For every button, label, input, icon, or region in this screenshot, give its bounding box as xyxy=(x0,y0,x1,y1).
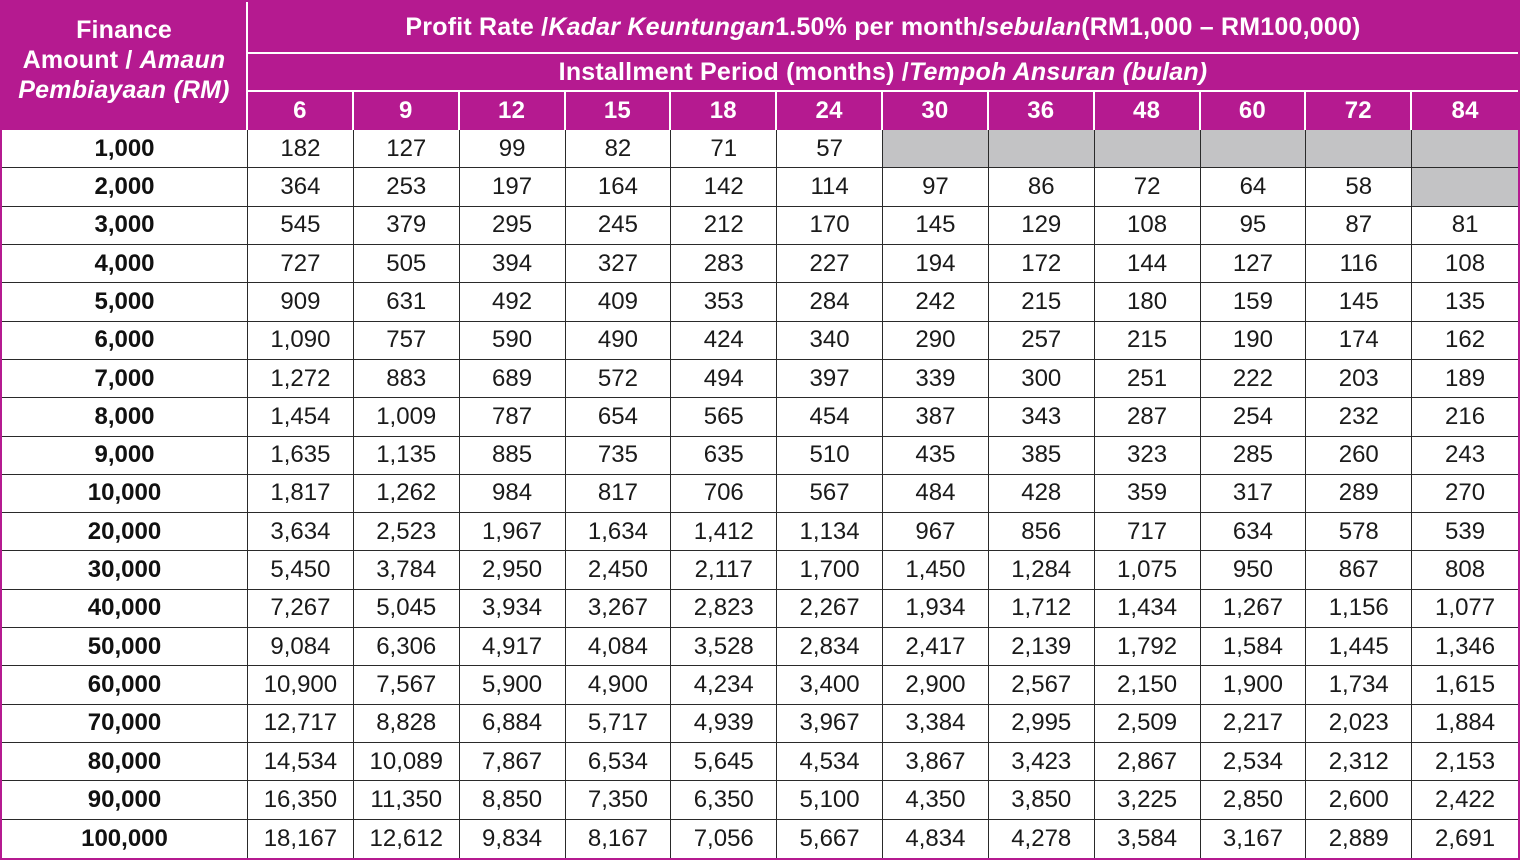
finance-amount-cell: 8,000 xyxy=(2,398,248,436)
installment-cell: 2,422 xyxy=(1412,781,1518,819)
installment-cell: 635 xyxy=(671,437,777,475)
installment-cell: 1,635 xyxy=(248,437,354,475)
installment-cell: 5,900 xyxy=(460,666,566,704)
installment-cell: 81 xyxy=(1412,207,1518,245)
installment-cell: 572 xyxy=(566,360,672,398)
installment-cell: 290 xyxy=(883,322,989,360)
installment-cell: 323 xyxy=(1095,437,1201,475)
installment-cell: 3,528 xyxy=(671,628,777,666)
finance-amount-header-line2 xyxy=(23,45,226,75)
installment-cell: 967 xyxy=(883,513,989,551)
installment-cell: 203 xyxy=(1306,360,1412,398)
installment-cell: 565 xyxy=(671,398,777,436)
installment-cell: 97 xyxy=(883,168,989,206)
installment-cell: 1,450 xyxy=(883,551,989,589)
installment-cell: 950 xyxy=(1201,551,1307,589)
installment-cell: 243 xyxy=(1412,437,1518,475)
installment-cell: 424 xyxy=(671,322,777,360)
installment-cell: 1,634 xyxy=(566,513,672,551)
installment-cell: 3,384 xyxy=(883,705,989,743)
installment-cell: 289 xyxy=(1306,475,1412,513)
installment-cell: 232 xyxy=(1306,398,1412,436)
installment-period-subtitle xyxy=(248,54,1518,92)
finance-amount-cell: 10,000 xyxy=(2,475,248,513)
profit-rate-title-part1: Profit Rate / xyxy=(405,12,549,41)
installment-cell: 1,900 xyxy=(1201,666,1307,704)
installment-cell: 1,090 xyxy=(248,322,354,360)
period-header: 12 xyxy=(460,92,566,130)
installment-cell: 2,867 xyxy=(1095,743,1201,781)
installment-cell: 284 xyxy=(777,283,883,321)
installment-cell: 300 xyxy=(989,360,1095,398)
installment-cell: 6,884 xyxy=(460,705,566,743)
installment-cell: 12,612 xyxy=(354,820,460,858)
installment-cell: 3,784 xyxy=(354,551,460,589)
installment-cell: 2,534 xyxy=(1201,743,1307,781)
installment-cell: 567 xyxy=(777,475,883,513)
installment-cell: 260 xyxy=(1306,437,1412,475)
finance-amount-cell: 4,000 xyxy=(2,245,248,283)
unavailable-cell xyxy=(1095,130,1201,168)
installment-cell: 270 xyxy=(1412,475,1518,513)
installment-cell: 4,900 xyxy=(566,666,672,704)
installment-cell: 1,792 xyxy=(1095,628,1201,666)
installment-cell: 909 xyxy=(248,283,354,321)
installment-cell: 1,712 xyxy=(989,590,1095,628)
installment-cell: 2,450 xyxy=(566,551,672,589)
installment-cell: 2,523 xyxy=(354,513,460,551)
period-header: 48 xyxy=(1095,92,1201,130)
installment-cell: 2,150 xyxy=(1095,666,1201,704)
installment-cell: 2,312 xyxy=(1306,743,1412,781)
installment-cell: 14,534 xyxy=(248,743,354,781)
installment-cell: 142 xyxy=(671,168,777,206)
installment-cell: 385 xyxy=(989,437,1095,475)
installment-cell: 127 xyxy=(1201,245,1307,283)
installment-cell: 1,272 xyxy=(248,360,354,398)
finance-amount-cell: 30,000 xyxy=(2,551,248,589)
installment-cell: 1,434 xyxy=(1095,590,1201,628)
installment-cell: 817 xyxy=(566,475,672,513)
installment-cell: 1,134 xyxy=(777,513,883,551)
installment-cell: 590 xyxy=(460,322,566,360)
installment-cell: 6,534 xyxy=(566,743,672,781)
installment-cell: 343 xyxy=(989,398,1095,436)
unavailable-cell xyxy=(1201,130,1307,168)
installment-cell: 2,900 xyxy=(883,666,989,704)
installment-cell: 706 xyxy=(671,475,777,513)
installment-cell: 3,167 xyxy=(1201,820,1307,858)
installment-cell: 135 xyxy=(1412,283,1518,321)
installment-cell: 885 xyxy=(460,437,566,475)
installment-cell: 287 xyxy=(1095,398,1201,436)
installment-cell: 3,584 xyxy=(1095,820,1201,858)
period-header: 18 xyxy=(671,92,777,130)
installment-cell: 379 xyxy=(354,207,460,245)
installment-cell: 7,267 xyxy=(248,590,354,628)
installment-cell: 654 xyxy=(566,398,672,436)
installment-cell: 883 xyxy=(354,360,460,398)
period-header: 15 xyxy=(566,92,672,130)
installment-period-subtitle-part2: Tempoh Ansuran (bulan) xyxy=(908,57,1208,86)
installment-cell: 4,834 xyxy=(883,820,989,858)
installment-cell: 545 xyxy=(248,207,354,245)
installment-cell: 510 xyxy=(777,437,883,475)
installment-cell: 1,156 xyxy=(1306,590,1412,628)
installment-cell: 2,023 xyxy=(1306,705,1412,743)
finance-amount-header-line2-italic: Amaun xyxy=(139,46,226,74)
installment-cell: 394 xyxy=(460,245,566,283)
installment-cell: 5,717 xyxy=(566,705,672,743)
unavailable-cell xyxy=(1306,130,1412,168)
installment-period-subtitle-part1: Installment Period (months) / xyxy=(558,57,909,86)
installment-cell: 1,817 xyxy=(248,475,354,513)
installment-cell: 245 xyxy=(566,207,672,245)
finance-amount-cell: 2,000 xyxy=(2,168,248,206)
finance-amount-cell: 50,000 xyxy=(2,628,248,666)
installment-cell: 4,084 xyxy=(566,628,672,666)
installment-cell: 634 xyxy=(1201,513,1307,551)
installment-cell: 1,075 xyxy=(1095,551,1201,589)
unavailable-cell xyxy=(1412,168,1518,206)
installment-cell: 539 xyxy=(1412,513,1518,551)
installment-cell: 1,934 xyxy=(883,590,989,628)
installment-cell: 72 xyxy=(1095,168,1201,206)
installment-cell: 212 xyxy=(671,207,777,245)
installment-cell: 2,567 xyxy=(989,666,1095,704)
installment-cell: 4,234 xyxy=(671,666,777,704)
installment-cell: 251 xyxy=(1095,360,1201,398)
installment-cell: 4,917 xyxy=(460,628,566,666)
installment-cell: 295 xyxy=(460,207,566,245)
installment-cell: 1,267 xyxy=(1201,590,1307,628)
installment-cell: 215 xyxy=(989,283,1095,321)
finance-amount-cell: 40,000 xyxy=(2,590,248,628)
installment-cell: 108 xyxy=(1095,207,1201,245)
installment-cell: 1,615 xyxy=(1412,666,1518,704)
installment-cell: 7,867 xyxy=(460,743,566,781)
finance-amount-cell: 90,000 xyxy=(2,781,248,819)
installment-cell: 190 xyxy=(1201,322,1307,360)
installment-cell: 435 xyxy=(883,437,989,475)
installment-cell: 253 xyxy=(354,168,460,206)
installment-cell: 2,600 xyxy=(1306,781,1412,819)
installment-cell: 1,884 xyxy=(1412,705,1518,743)
installment-cell: 409 xyxy=(566,283,672,321)
installment-cell: 494 xyxy=(671,360,777,398)
installment-cell: 1,412 xyxy=(671,513,777,551)
profit-rate-title-part2: Kadar Keuntungan xyxy=(548,12,776,41)
installment-cell: 984 xyxy=(460,475,566,513)
installment-cell: 170 xyxy=(777,207,883,245)
installment-cell: 16,350 xyxy=(248,781,354,819)
installment-cell: 159 xyxy=(1201,283,1307,321)
installment-cell: 1,454 xyxy=(248,398,354,436)
installment-cell: 490 xyxy=(566,322,672,360)
finance-amount-header-line1: Finance xyxy=(76,16,172,44)
installment-cell: 242 xyxy=(883,283,989,321)
installment-cell: 484 xyxy=(883,475,989,513)
period-header: 36 xyxy=(989,92,1095,130)
installment-cell: 222 xyxy=(1201,360,1307,398)
installment-cell: 12,717 xyxy=(248,705,354,743)
installment-cell: 3,934 xyxy=(460,590,566,628)
installment-cell: 9,834 xyxy=(460,820,566,858)
installment-cell: 8,850 xyxy=(460,781,566,819)
installment-cell: 3,267 xyxy=(566,590,672,628)
installment-cell: 216 xyxy=(1412,398,1518,436)
profit-rate-title-part4: sebulan xyxy=(985,12,1082,41)
installment-cell: 7,056 xyxy=(671,820,777,858)
finance-amount-cell: 1,000 xyxy=(2,130,248,168)
finance-amount-cell: 7,000 xyxy=(2,360,248,398)
installment-cell: 856 xyxy=(989,513,1095,551)
installment-cell: 1,135 xyxy=(354,437,460,475)
installment-cell: 144 xyxy=(1095,245,1201,283)
installment-cell: 428 xyxy=(989,475,1095,513)
installment-cell: 717 xyxy=(1095,513,1201,551)
period-header: 60 xyxy=(1201,92,1307,130)
finance-amount-cell: 60,000 xyxy=(2,666,248,704)
installment-cell: 257 xyxy=(989,322,1095,360)
period-header: 9 xyxy=(354,92,460,130)
installment-cell: 3,225 xyxy=(1095,781,1201,819)
installment-cell: 2,509 xyxy=(1095,705,1201,743)
installment-cell: 7,567 xyxy=(354,666,460,704)
installment-cell: 108 xyxy=(1412,245,1518,283)
installment-cell: 189 xyxy=(1412,360,1518,398)
installment-cell: 172 xyxy=(989,245,1095,283)
period-header: 6 xyxy=(248,92,354,130)
installment-cell: 631 xyxy=(354,283,460,321)
installment-cell: 86 xyxy=(989,168,1095,206)
installment-cell: 3,967 xyxy=(777,705,883,743)
installment-cell: 1,077 xyxy=(1412,590,1518,628)
finance-amount-header-line3: Pembiayaan (RM) xyxy=(18,76,230,104)
installment-cell: 2,139 xyxy=(989,628,1095,666)
installment-cell: 1,734 xyxy=(1306,666,1412,704)
installment-cell: 3,850 xyxy=(989,781,1095,819)
unavailable-cell xyxy=(883,130,989,168)
installment-cell: 397 xyxy=(777,360,883,398)
installment-cell: 353 xyxy=(671,283,777,321)
installment-cell: 5,450 xyxy=(248,551,354,589)
installment-cell: 1,445 xyxy=(1306,628,1412,666)
installment-cell: 359 xyxy=(1095,475,1201,513)
installment-cell: 735 xyxy=(566,437,672,475)
finance-amount-cell: 100,000 xyxy=(2,820,248,858)
installment-cell: 127 xyxy=(354,130,460,168)
period-header: 84 xyxy=(1412,92,1518,130)
installment-cell: 174 xyxy=(1306,322,1412,360)
installment-cell: 2,417 xyxy=(883,628,989,666)
installment-cell: 867 xyxy=(1306,551,1412,589)
installment-cell: 5,645 xyxy=(671,743,777,781)
installment-cell: 787 xyxy=(460,398,566,436)
unavailable-cell xyxy=(989,130,1095,168)
installment-cell: 1,346 xyxy=(1412,628,1518,666)
installment-cell: 2,889 xyxy=(1306,820,1412,858)
installment-cell: 227 xyxy=(777,245,883,283)
installment-cell: 6,350 xyxy=(671,781,777,819)
installment-cell: 727 xyxy=(248,245,354,283)
finance-amount-cell: 9,000 xyxy=(2,437,248,475)
period-header: 72 xyxy=(1306,92,1412,130)
installment-cell: 5,045 xyxy=(354,590,460,628)
installment-cell: 10,900 xyxy=(248,666,354,704)
installment-cell: 3,634 xyxy=(248,513,354,551)
finance-amount-cell: 80,000 xyxy=(2,743,248,781)
installment-cell: 340 xyxy=(777,322,883,360)
period-header: 24 xyxy=(777,92,883,130)
installment-cell: 2,267 xyxy=(777,590,883,628)
finance-amount-cell: 5,000 xyxy=(2,283,248,321)
installment-cell: 4,534 xyxy=(777,743,883,781)
installment-cell: 18,167 xyxy=(248,820,354,858)
finance-amount-header xyxy=(2,2,248,130)
installment-cell: 5,100 xyxy=(777,781,883,819)
installment-cell: 11,350 xyxy=(354,781,460,819)
installment-cell: 57 xyxy=(777,130,883,168)
installment-cell: 116 xyxy=(1306,245,1412,283)
installment-cell: 339 xyxy=(883,360,989,398)
installment-cell: 2,691 xyxy=(1435,824,1496,852)
installment-cell: 145 xyxy=(1306,283,1412,321)
installment-cell: 1,262 xyxy=(354,475,460,513)
installment-cell: 1,700 xyxy=(777,551,883,589)
installment-cell: 180 xyxy=(1095,283,1201,321)
installment-cell: 164 xyxy=(566,168,672,206)
installment-cell: 454 xyxy=(777,398,883,436)
finance-amount-cell: 6,000 xyxy=(2,322,248,360)
installment-cell: 1,009 xyxy=(354,398,460,436)
installment-cell: 1,967 xyxy=(460,513,566,551)
installment-cell: 162 xyxy=(1412,322,1518,360)
installment-cell: 215 xyxy=(1095,322,1201,360)
installment-cell: 99 xyxy=(460,130,566,168)
installment-cell: 1,284 xyxy=(989,551,1095,589)
installment-cell: 327 xyxy=(566,245,672,283)
installment-cell: 1,584 xyxy=(1201,628,1307,666)
unavailable-cell xyxy=(1412,130,1518,168)
installment-cell: 757 xyxy=(354,322,460,360)
installment-cell: 2,117 xyxy=(671,551,777,589)
installment-cell: 87 xyxy=(1306,207,1412,245)
installment-cell: 194 xyxy=(883,245,989,283)
installment-cell: 2,950 xyxy=(460,551,566,589)
installment-cell: 3,423 xyxy=(989,743,1095,781)
installment-cell: 2,995 xyxy=(989,705,1095,743)
installment-cell: 10,089 xyxy=(354,743,460,781)
profit-rate-title-part3: 1.50% per month/ xyxy=(775,12,986,41)
period-header: 30 xyxy=(883,92,989,130)
installment-cell: 492 xyxy=(460,283,566,321)
installment-cell: 8,167 xyxy=(566,820,672,858)
installment-cell: 578 xyxy=(1306,513,1412,551)
profit-rate-title xyxy=(248,2,1518,54)
finance-amount-cell: 20,000 xyxy=(2,513,248,551)
installment-cell: 387 xyxy=(883,398,989,436)
installment-cell: 8,828 xyxy=(354,705,460,743)
installment-cell: 6,306 xyxy=(354,628,460,666)
installment-cell: 2,823 xyxy=(671,590,777,628)
installment-cell: 317 xyxy=(1201,475,1307,513)
installment-cell: 4,350 xyxy=(883,781,989,819)
installment-cell: 145 xyxy=(883,207,989,245)
installment-cell: 3,867 xyxy=(883,743,989,781)
finance-amount-cell: 3,000 xyxy=(2,207,248,245)
installment-cell: 283 xyxy=(671,245,777,283)
installment-cell: 2,153 xyxy=(1412,743,1518,781)
installment-cell: 808 xyxy=(1412,551,1518,589)
finance-amount-cell: 70,000 xyxy=(2,705,248,743)
installment-cell: 129 xyxy=(989,207,1095,245)
installment-cell: 64 xyxy=(1201,168,1307,206)
installment-cell: 7,350 xyxy=(566,781,672,819)
installment-cell: 114 xyxy=(777,168,883,206)
finance-amount-header-line2-plain: Amount / xyxy=(22,46,140,74)
installment-cell: 2,834 xyxy=(777,628,883,666)
installment-cell: 182 xyxy=(248,130,354,168)
installment-cell: 58 xyxy=(1306,168,1412,206)
installment-cell: 2,217 xyxy=(1201,705,1307,743)
installment-cell: 71 xyxy=(671,130,777,168)
installment-cell: 505 xyxy=(354,245,460,283)
installment-cell: 3,400 xyxy=(777,666,883,704)
installment-cell: 95 xyxy=(1201,207,1307,245)
installment-cell: 689 xyxy=(460,360,566,398)
installment-cell: 4,939 xyxy=(671,705,777,743)
profit-rate-title-part5: (RM1,000 – RM100,000) xyxy=(1081,12,1361,41)
installment-cell: 197 xyxy=(460,168,566,206)
installment-cell: 4,278 xyxy=(989,820,1095,858)
installment-cell: 2,850 xyxy=(1201,781,1307,819)
installment-cell: 254 xyxy=(1201,398,1307,436)
installment-cell: 9,084 xyxy=(248,628,354,666)
installment-cell: 5,667 xyxy=(777,820,883,858)
installment-cell: 364 xyxy=(248,168,354,206)
installment-cell: 82 xyxy=(566,130,672,168)
installment-cell: 285 xyxy=(1201,437,1307,475)
